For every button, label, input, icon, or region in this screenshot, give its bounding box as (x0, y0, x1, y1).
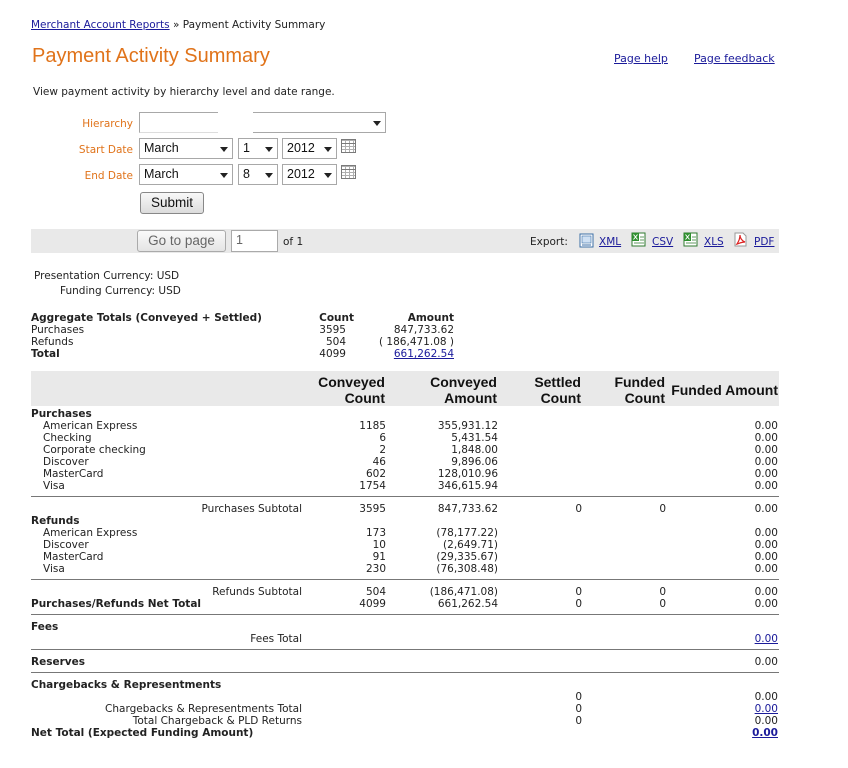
refunds-subtotal-ca: (186,471.08) (429, 586, 498, 598)
chevron-down-icon (265, 147, 273, 152)
aggregate-count: 504 (325, 336, 346, 348)
start-date-calendar-icon[interactable] (341, 139, 356, 153)
csv-export-icon[interactable] (631, 232, 646, 247)
page-number-input[interactable]: 1 (231, 230, 278, 252)
divider (31, 672, 779, 673)
header-funded-amount: Funded Amount (671, 382, 778, 398)
aggregate-amount: 847,733.62 (393, 324, 454, 336)
refunds-subtotal-fc: 0 (659, 586, 666, 598)
start-month-select[interactable] (139, 138, 233, 159)
purchases-row-name: Checking (43, 432, 92, 444)
refunds-row-ca: (76,308.48) (436, 563, 498, 575)
xml-export-link[interactable]: XML (599, 236, 622, 248)
purchases-row-cc: 2 (379, 444, 386, 456)
header-conveyed-amount: Conveyed Amount (430, 374, 497, 406)
hierarchy-label: Hierarchy (82, 118, 133, 130)
aggregate-amount: ( 186,471.08 ) (379, 336, 454, 348)
start-month-value: March (144, 141, 179, 155)
chargebacks-total-label: Chargebacks & Representments Total (105, 703, 302, 715)
end-day-value: 8 (243, 167, 250, 181)
aggregate-count: 4099 (319, 348, 346, 360)
refunds-subtotal-cc: 504 (365, 586, 386, 598)
funding-currency: Funding Currency: USD (60, 285, 181, 297)
reserves-section-title: Reserves (31, 656, 85, 668)
xml-export-icon[interactable] (579, 233, 594, 248)
pdf-export-link[interactable]: PDF (754, 236, 775, 248)
purchases-row-ca: 346,615.94 (437, 480, 498, 492)
aggregate-total-amount-link[interactable]: 661,262.54 (393, 348, 454, 360)
fees-total-label: Fees Total (250, 633, 302, 645)
chargeback-pld-fa: 0.00 (754, 715, 778, 727)
purchases-row-ca: 1,848.00 (451, 444, 498, 456)
fees-total-link[interactable]: 0.00 (754, 633, 778, 645)
xls-export-icon[interactable] (683, 232, 698, 247)
end-year-select[interactable] (282, 164, 337, 185)
purchases-section-title: Purchases (31, 408, 92, 420)
divider (31, 496, 779, 497)
aggregate-label: Total (31, 348, 60, 360)
start-year-select[interactable] (282, 138, 337, 159)
breadcrumb-link-merchant-reports[interactable]: Merchant Account Reports (31, 19, 170, 31)
csv-export-link[interactable]: CSV (652, 236, 674, 248)
start-date-label: Start Date (78, 144, 133, 156)
start-day-select[interactable] (238, 138, 278, 159)
end-month-value: March (144, 167, 179, 181)
refunds-row-name: Discover (43, 539, 89, 551)
refunds-section-title: Refunds (31, 515, 80, 527)
refunds-row-fa: 0.00 (754, 539, 778, 551)
purchases-subtotal-ca: 847,733.62 (437, 503, 498, 515)
end-day-select[interactable] (238, 164, 278, 185)
page-count: of 1 (283, 236, 304, 248)
purchases-row-cc: 46 (372, 456, 386, 468)
go-to-page-button[interactable]: Go to page (137, 230, 226, 252)
refunds-row-cc: 173 (365, 527, 386, 539)
reserves-fa: 0.00 (754, 656, 778, 668)
purchases-row-ca: 128,010.96 (437, 468, 498, 480)
purchases-row-name: Visa (43, 480, 65, 492)
hierarchy-input[interactable] (139, 112, 218, 133)
aggregate-title: Aggregate Totals (Conveyed + Settled) (31, 312, 262, 324)
chevron-down-icon (265, 173, 273, 178)
export-label: Export: (530, 236, 568, 248)
start-day-value: 1 (243, 141, 250, 155)
net-total-fa: 0.00 (754, 598, 778, 610)
purchases-row-fa: 0.00 (754, 420, 778, 432)
page-title: Payment Activity Summary (32, 45, 270, 67)
chargebacks-sc: 0 (575, 691, 582, 703)
chargebacks-total-sc: 0 (575, 703, 582, 715)
refunds-row-cc: 91 (372, 551, 386, 563)
purchases-subtotal-fc: 0 (659, 503, 666, 515)
submit-button[interactable]: Submit (140, 192, 204, 214)
net-funding-label: Net Total (Expected Funding Amount) (31, 727, 254, 739)
aggregate-amount-header: Amount (407, 312, 454, 324)
page-help-link[interactable]: Page help (614, 52, 668, 65)
purchases-row-fa: 0.00 (754, 432, 778, 444)
refunds-row-fa: 0.00 (754, 551, 778, 563)
purchases-row-ca: 355,931.12 (437, 420, 498, 432)
refunds-row-fa: 0.00 (754, 563, 778, 575)
divider (31, 579, 779, 580)
purchases-row-ca: 9,896.06 (451, 456, 498, 468)
page-feedback-link[interactable]: Page feedback (694, 52, 775, 65)
aggregate-label: Refunds (31, 336, 74, 348)
purchases-subtotal-sc: 0 (575, 503, 582, 515)
refunds-row-ca: (78,177.22) (436, 527, 498, 539)
page-description: View payment activity by hierarchy level and date range. (33, 86, 335, 98)
refunds-row-fa: 0.00 (754, 527, 778, 539)
refunds-row-name: Visa (43, 563, 65, 575)
purchases-row-fa: 0.00 (754, 480, 778, 492)
net-total-sc: 0 (575, 598, 582, 610)
purchases-subtotal-fa: 0.00 (754, 503, 778, 515)
purchases-row-fa: 0.00 (754, 456, 778, 468)
refunds-row-ca: (29,335.67) (436, 551, 498, 563)
divider (31, 649, 779, 650)
chargeback-pld-label: Total Chargeback & PLD Returns (132, 715, 302, 727)
purchases-row-cc: 602 (365, 468, 386, 480)
aggregate-count-header: Count (319, 312, 354, 324)
chevron-down-icon (373, 121, 381, 126)
refunds-subtotal-sc: 0 (575, 586, 582, 598)
end-date-label: End Date (84, 170, 133, 182)
refunds-subtotal-fa: 0.00 (754, 586, 778, 598)
header-conveyed-count: Conveyed Count (318, 374, 385, 406)
net-total-label: Purchases/Refunds Net Total (31, 598, 202, 610)
refunds-row-name: MasterCard (43, 551, 104, 563)
aggregate-label: Purchases (31, 324, 85, 336)
purchases-row-cc: 1754 (359, 480, 386, 492)
purchases-row-name: Corporate checking (43, 444, 146, 456)
chargeback-pld-sc: 0 (575, 715, 582, 727)
refunds-row-cc: 10 (372, 539, 386, 551)
net-total-fc: 0 (659, 598, 666, 610)
purchases-row-cc: 6 (379, 432, 386, 444)
net-total-cc: 4099 (359, 598, 386, 610)
breadcrumb (31, 19, 325, 31)
purchases-subtotal-label: Purchases Subtotal (201, 503, 302, 515)
fees-section-title: Fees (31, 621, 59, 633)
purchases-row-fa: 0.00 (754, 468, 778, 480)
purchases-row-cc: 1185 (359, 420, 386, 432)
net-funding-link[interactable]: 0.00 (752, 727, 778, 739)
purchases-row-name: American Express (43, 420, 138, 432)
chevron-down-icon (324, 147, 332, 152)
purchases-row-name: Discover (43, 456, 89, 468)
end-month-select[interactable] (139, 164, 233, 185)
chevron-down-icon (324, 173, 332, 178)
divider (31, 614, 779, 615)
refunds-row-ca: (2,649.71) (443, 539, 498, 551)
purchases-row-ca: 5,431.54 (451, 432, 498, 444)
presentation-currency: Presentation Currency: USD (34, 270, 180, 282)
end-date-calendar-icon[interactable] (341, 165, 356, 179)
purchases-subtotal-cc: 3595 (359, 503, 386, 515)
breadcrumb-separator: » (172, 19, 180, 31)
aggregate-count: 3595 (319, 324, 346, 336)
refunds-subtotal-label: Refunds Subtotal (212, 586, 302, 598)
refunds-row-cc: 230 (365, 563, 386, 575)
xls-export-link[interactable]: XLS (704, 236, 724, 248)
chargebacks-total-link[interactable]: 0.00 (754, 703, 778, 715)
hierarchy-select[interactable] (253, 112, 386, 133)
chevron-down-icon (220, 147, 228, 152)
header-funded-count: Funded Count (614, 374, 665, 406)
pdf-export-icon[interactable] (733, 232, 748, 247)
chevron-down-icon (220, 173, 228, 178)
refunds-row-name: American Express (43, 527, 138, 539)
breadcrumb-current: Payment Activity Summary (182, 19, 326, 31)
purchases-row-fa: 0.00 (754, 444, 778, 456)
net-total-ca: 661,262.54 (437, 598, 498, 610)
end-year-value: 2012 (287, 167, 315, 181)
start-year-value: 2012 (287, 141, 315, 155)
chargebacks-section-title: Chargebacks & Representments (31, 679, 222, 691)
chargebacks-fa: 0.00 (754, 691, 778, 703)
header-settled-count: Settled Count (534, 374, 581, 406)
purchases-row-name: MasterCard (43, 468, 104, 480)
